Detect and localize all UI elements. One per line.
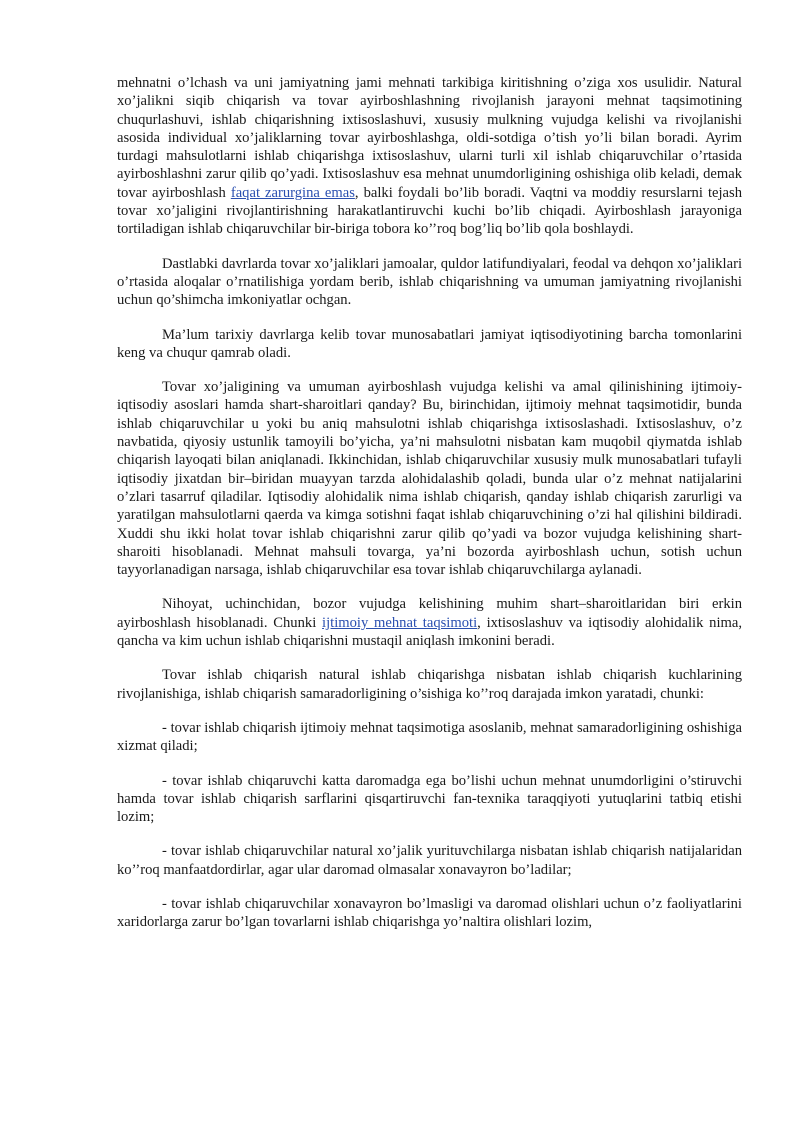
inline-link[interactable]: faqat zarurgina emas [230,184,355,201]
paragraph [117,895,742,932]
document-page [117,74,742,932]
paragraph [117,772,742,827]
paragraph [117,595,742,650]
paragraph-text: mehnatni o’lchash va uni jamiyatning jami mehnati tarkibiga kiritishning o’ziga xos usulidir. Natural xo’jalikni siqib chiqarish va tovar ayirboshlashning rivojlanish jarayoni mehnat taqsimotining chuqurlashuvi, ishlab chiqarishning ixtisoslashuvi, xususiy mulkning vujudga kelishi va rivojlanishi asosida individual xo’jaliklarning tovar ayirboshlashga, oldi-sotdiga o’tish yo’li bilan boradi. Ayrim turdagi mahsulotlarni ishlab chiqarishga ixtisoslashuv, ularni turli xil ishlab chiqaruvchilar o’rtasida ayirboshlashni zarur qilib qo’yadi. Ixtisoslashuv esa mehnat unumdorligining oshishiga olib keladi, demak tovar ayirboshlash [117,75,742,201]
inline-link[interactable]: ijtimoiy mehnat taqsimoti [322,614,478,631]
paragraph-text: - tovar ishlab chiqaruvchi katta daromadga ega bo’lishi uchun mehnat unumdorligini o’stiruvchi hamda tovar ishlab chiqarish sarflarini qisqartiruvchi fan-texnika taraqqiyoti yutuqlarini tatbiq etishi lozim; [117,772,742,826]
paragraph [117,719,742,756]
paragraph-spacer [117,826,742,842]
paragraph-text: , balki foydali bo’lib boradi. Vaqtni va moddiy resurslarni tejash tovar xo’jaligini rivojlantirishning harakatlantiruvchi kuchi bo’lib chiqadi. Ayirboshlash jarayoniga tortiladigan ishlab chiqaruvchilar bir-biriga tobora ko’’roq bog’liq bo’lib qola boshlaydi. [117,184,742,238]
paragraph-text: - tovar ishlab chiqarish ijtimoiy mehnat taqsimotiga asoslanib, mehnat samaradorligining oshishiga xizmat qiladi; [117,719,742,755]
paragraph-text: , ixtisoslashuv va iqtisodiy alohidalik nima, qancha va kim uchun ishlab chiqarishni mustaqil aniqlash imkonini beradi. [117,614,742,650]
paragraph [117,378,742,579]
paragraph-text: Nihoyat, uchinchidan, bozor vujudga kelishining muhim shart–sharoitlaridan biri erkin ayirboshlash hisoblanadi. Chunki [117,596,742,631]
paragraph-text: Tovar xo’jaligining va umuman ayirboshlash vujudga kelishi va amal qilinishining ijtimoiy-iqtisodiy asoslari hamda shart-sharoitlari qanday? Bu, birinchidan, ijtimoiy mehnat taqsimotidir, bunda ishlab chiqaruvchilar u yoki bu aniq mahsulotni ishlab chiqarishga ixtisoslashadi. Ixtisoslashuv, o’z navbatida, qiyosiy ustunlik tamoyili bo’yicha, ya’ni mahsulotni nisbatan kam muqobil qiymatda ishlab chiqarish layoqati bilan aniqlanadi. Ikkinchidan, ishlab chiqaruvchilar xususiy mulk munosabatlari tufayli iqtisodiy jixatdan bir–biridan muayyan tarzda alohidalashib qoladi, bunda ular o’z mehnat natijalarini o’zlari tasarruf qiladilar. Iqtisodiy alohidalik nima ishlab chiqarish, qanday ishlab chiqarish zarurligi va yaratilgan mahsulotlarni qaerda va kimga sotishni faqat ishlab chiqaruvchining o’zi hal qilishini bildiradi. Xuddi shu ikki holat tovar ishlab chiqarishni zarur qilib qo’yadi va bozor vujudga kelishining shart-sharoiti hisoblanadi. Mehnat mahsuli tovarga, ya’ni bozorda ayirboshlash uchun, sotish uchun tayyorlanadigan narsaga, ishlab chiqaruvchilar esa tovar ishlab chiqaruvchilarga aylanadi. [117,379,742,579]
paragraph-text: Dastlabki davrlarda tovar xo’jaliklari jamoalar, quldor latifundiyalari, feodal va dehqon xo’jaliklari o’rtasida aloqalar o’rnatilishiga yordam berib, ishlab chiqarishning va umuman jamiyatning rivojlanishi uchun qo’shimcha imkoniyatlar ochgan. [117,255,742,309]
paragraph-spacer [117,703,742,719]
paragraph-spacer [117,239,742,255]
paragraph-text: - tovar ishlab chiqaruvchilar natural xo’jalik yurituvchilarga nisbatan ishlab chiqarish natijalaridan ko’’roq manfaatdordirlar, agar ular daromad olmasalar xonavayron bo’ladilar; [117,843,742,878]
paragraph-spacer [117,650,742,666]
paragraph [117,666,742,703]
paragraph [117,842,742,879]
paragraph [117,74,742,239]
document-body [117,74,742,932]
paragraph-text: - tovar ishlab chiqaruvchilar xonavayron bo’lmasligi va daromad olishlari uchun o’z faoliyatlarini xaridorlarga zarur bo’lgan tovarlarni ishlab chiqarishga yo’naltira olishlari lozim, [117,895,742,931]
paragraph-text: Ma’lum tarixiy davrlarga kelib tovar munosabatlari jamiyat iqtisodiyotining barcha tomonlarini keng va chuqur qamrab oladi. [117,326,742,361]
paragraph-spacer [117,756,742,772]
paragraph-spacer [117,579,742,595]
paragraph-spacer [117,879,742,895]
paragraph-spacer [117,362,742,378]
paragraph [117,326,742,363]
paragraph-spacer [117,310,742,326]
paragraph-text: Tovar ishlab chiqarish natural ishlab chiqarishga nisbatan ishlab chiqarish kuchlarining rivojlanishiga, ishlab chiqarish samaradorligining o’sishiga ko’’roq darajada imkon yaratadi, chunki: [117,667,742,702]
paragraph [117,255,742,310]
